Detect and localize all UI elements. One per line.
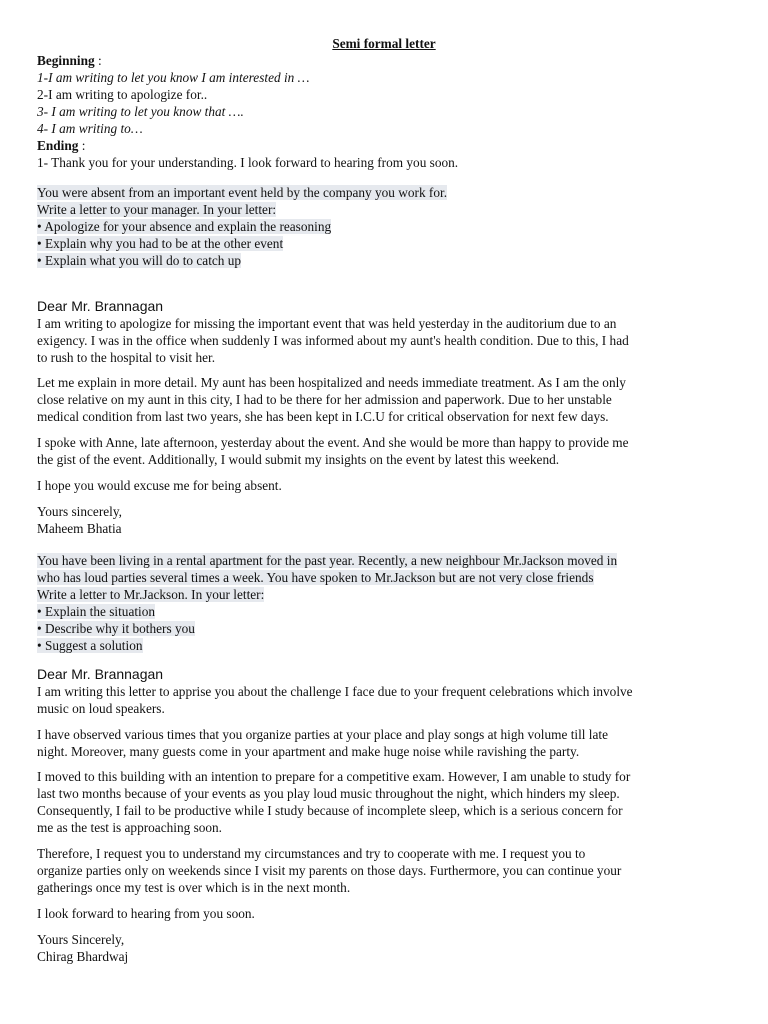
beginning-line: 4- I am writing to… <box>37 121 143 136</box>
text-line: I am writing this letter to apprise you about the challenge I face due to your frequent celebrations which involve <box>37 684 633 699</box>
closing: Yours sincerely, <box>37 504 122 519</box>
letter-1-paragraph <box>37 434 737 468</box>
text-line: close relative on my aunt in this city, I had to be there for her admission and paperwork. Due to her unstable <box>37 392 612 407</box>
text-line: I am writing to apologize for missing the important event that was held yesterday in the auditorium due to an <box>37 316 617 331</box>
text-line: Therefore, I request you to understand my circumstances and try to cooperate with me. I request you to <box>37 846 586 861</box>
letter-2-paragraph <box>37 905 737 922</box>
text-line: I spoke with Anne, late afternoon, yesterday about the event. And she would be more than happy to provide me <box>37 435 629 450</box>
beginning-line: 2-I am writing to apologize for.. <box>37 87 208 102</box>
ending-line: 1- Thank you for your understanding. I look forward to hearing from you soon. <box>37 155 459 170</box>
text-line: Let me explain in more detail. My aunt has been hospitalized and needs immediate treatment. As I am the only <box>37 375 626 390</box>
task-2-line: who has loud parties several times a week. You have spoken to Mr.Jackson but are not very close friends <box>37 570 594 585</box>
letter-2-paragraph <box>37 726 737 760</box>
task-1-line: • Apologize for your absence and explain the reasoning <box>37 219 332 234</box>
text-line: exigency. I was in the office when suddenly I was informed about my aunt's health condition. Due to this, I had <box>37 333 629 348</box>
task-1-prompt <box>37 184 737 269</box>
signature: Maheem Bhatia <box>37 521 122 536</box>
ending-heading: Ending <box>37 138 79 153</box>
ending-heading-line: Ending : <box>37 138 86 153</box>
text-line: to rush to the hospital to visit her. <box>37 350 216 365</box>
task-2-line: • Suggest a solution <box>37 638 143 653</box>
text-line: medical condition from last two years, she has been kept in I.C.U for critical observation for next few days. <box>37 409 609 424</box>
text-line: night. Moreover, many guests come in your apartment and make huge noise while ravishing the party. <box>37 744 580 759</box>
text-line: last two months because of your events as you play loud music throughout the night, which hinders my sleep. <box>37 786 620 801</box>
letter-2-signoff <box>37 931 737 965</box>
letter-2-paragraph <box>37 768 737 836</box>
letter-1-paragraph <box>37 477 737 494</box>
letter-2-paragraph <box>37 845 737 896</box>
letter-1-greeting: Dear Mr. Brannagan <box>37 298 164 314</box>
letter-1-signoff <box>37 503 737 537</box>
phrases-section <box>37 52 737 171</box>
beginning-heading-line: Beginning : <box>37 53 102 68</box>
task-2-line: You have been living in a rental apartment for the past year. Recently, a new neighbour Mr.Jackson moved in <box>37 553 618 568</box>
letter-1-paragraph <box>37 374 737 425</box>
letter-2-paragraph <box>37 683 737 717</box>
page-title: Semi formal letter <box>332 36 436 51</box>
letter-2-greeting: Dear Mr. Brannagan <box>37 666 164 682</box>
letter-1-paragraph <box>37 315 737 366</box>
beginning-line: 1-I am writing to let you know I am interested in … <box>37 70 310 85</box>
text-line: I have observed various times that you organize parties at your place and play songs at high volume till late <box>37 727 608 742</box>
text-line: I hope you would excuse me for being absent. <box>37 478 282 493</box>
beginning-line: 3- I am writing to let you know that …. <box>37 104 244 119</box>
task-1-line: • Explain why you had to be at the other event <box>37 236 284 251</box>
beginning-heading: Beginning <box>37 53 95 68</box>
text-line: the gist of the event. Additionally, I would submit my insights on the event by latest this weekend. <box>37 452 560 467</box>
task-2-line: Write a letter to Mr.Jackson. In your letter: <box>37 587 265 602</box>
text-line: organize parties only on weekends since I visit my parents on those days. Furthermore, you can continue your <box>37 863 622 878</box>
task-1-line: • Explain what you will do to catch up <box>37 253 242 268</box>
text-line: Consequently, I fail to be productive while I study because of incomplete sleep, which is a serious concern for <box>37 803 623 818</box>
task-2-prompt <box>37 552 737 654</box>
task-2-line: • Describe why it bothers you <box>37 621 195 636</box>
task-2-line: • Explain the situation <box>37 604 156 619</box>
text-line: I look forward to hearing from you soon. <box>37 906 255 921</box>
signature: Chirag Bhardwaj <box>37 949 129 964</box>
text-line: I moved to this building with an intention to prepare for a competitive exam. However, I am unable to study for <box>37 769 631 784</box>
closing: Yours Sincerely, <box>37 932 125 947</box>
text-line: gatherings once my test is over which is in the next month. <box>37 880 351 895</box>
text-line: music on loud speakers. <box>37 701 165 716</box>
task-1-line: You were absent from an important event held by the company you work for. <box>37 185 448 200</box>
text-line: me as the test is approaching soon. <box>37 820 223 835</box>
task-1-line: Write a letter to your manager. In your letter: <box>37 202 277 217</box>
